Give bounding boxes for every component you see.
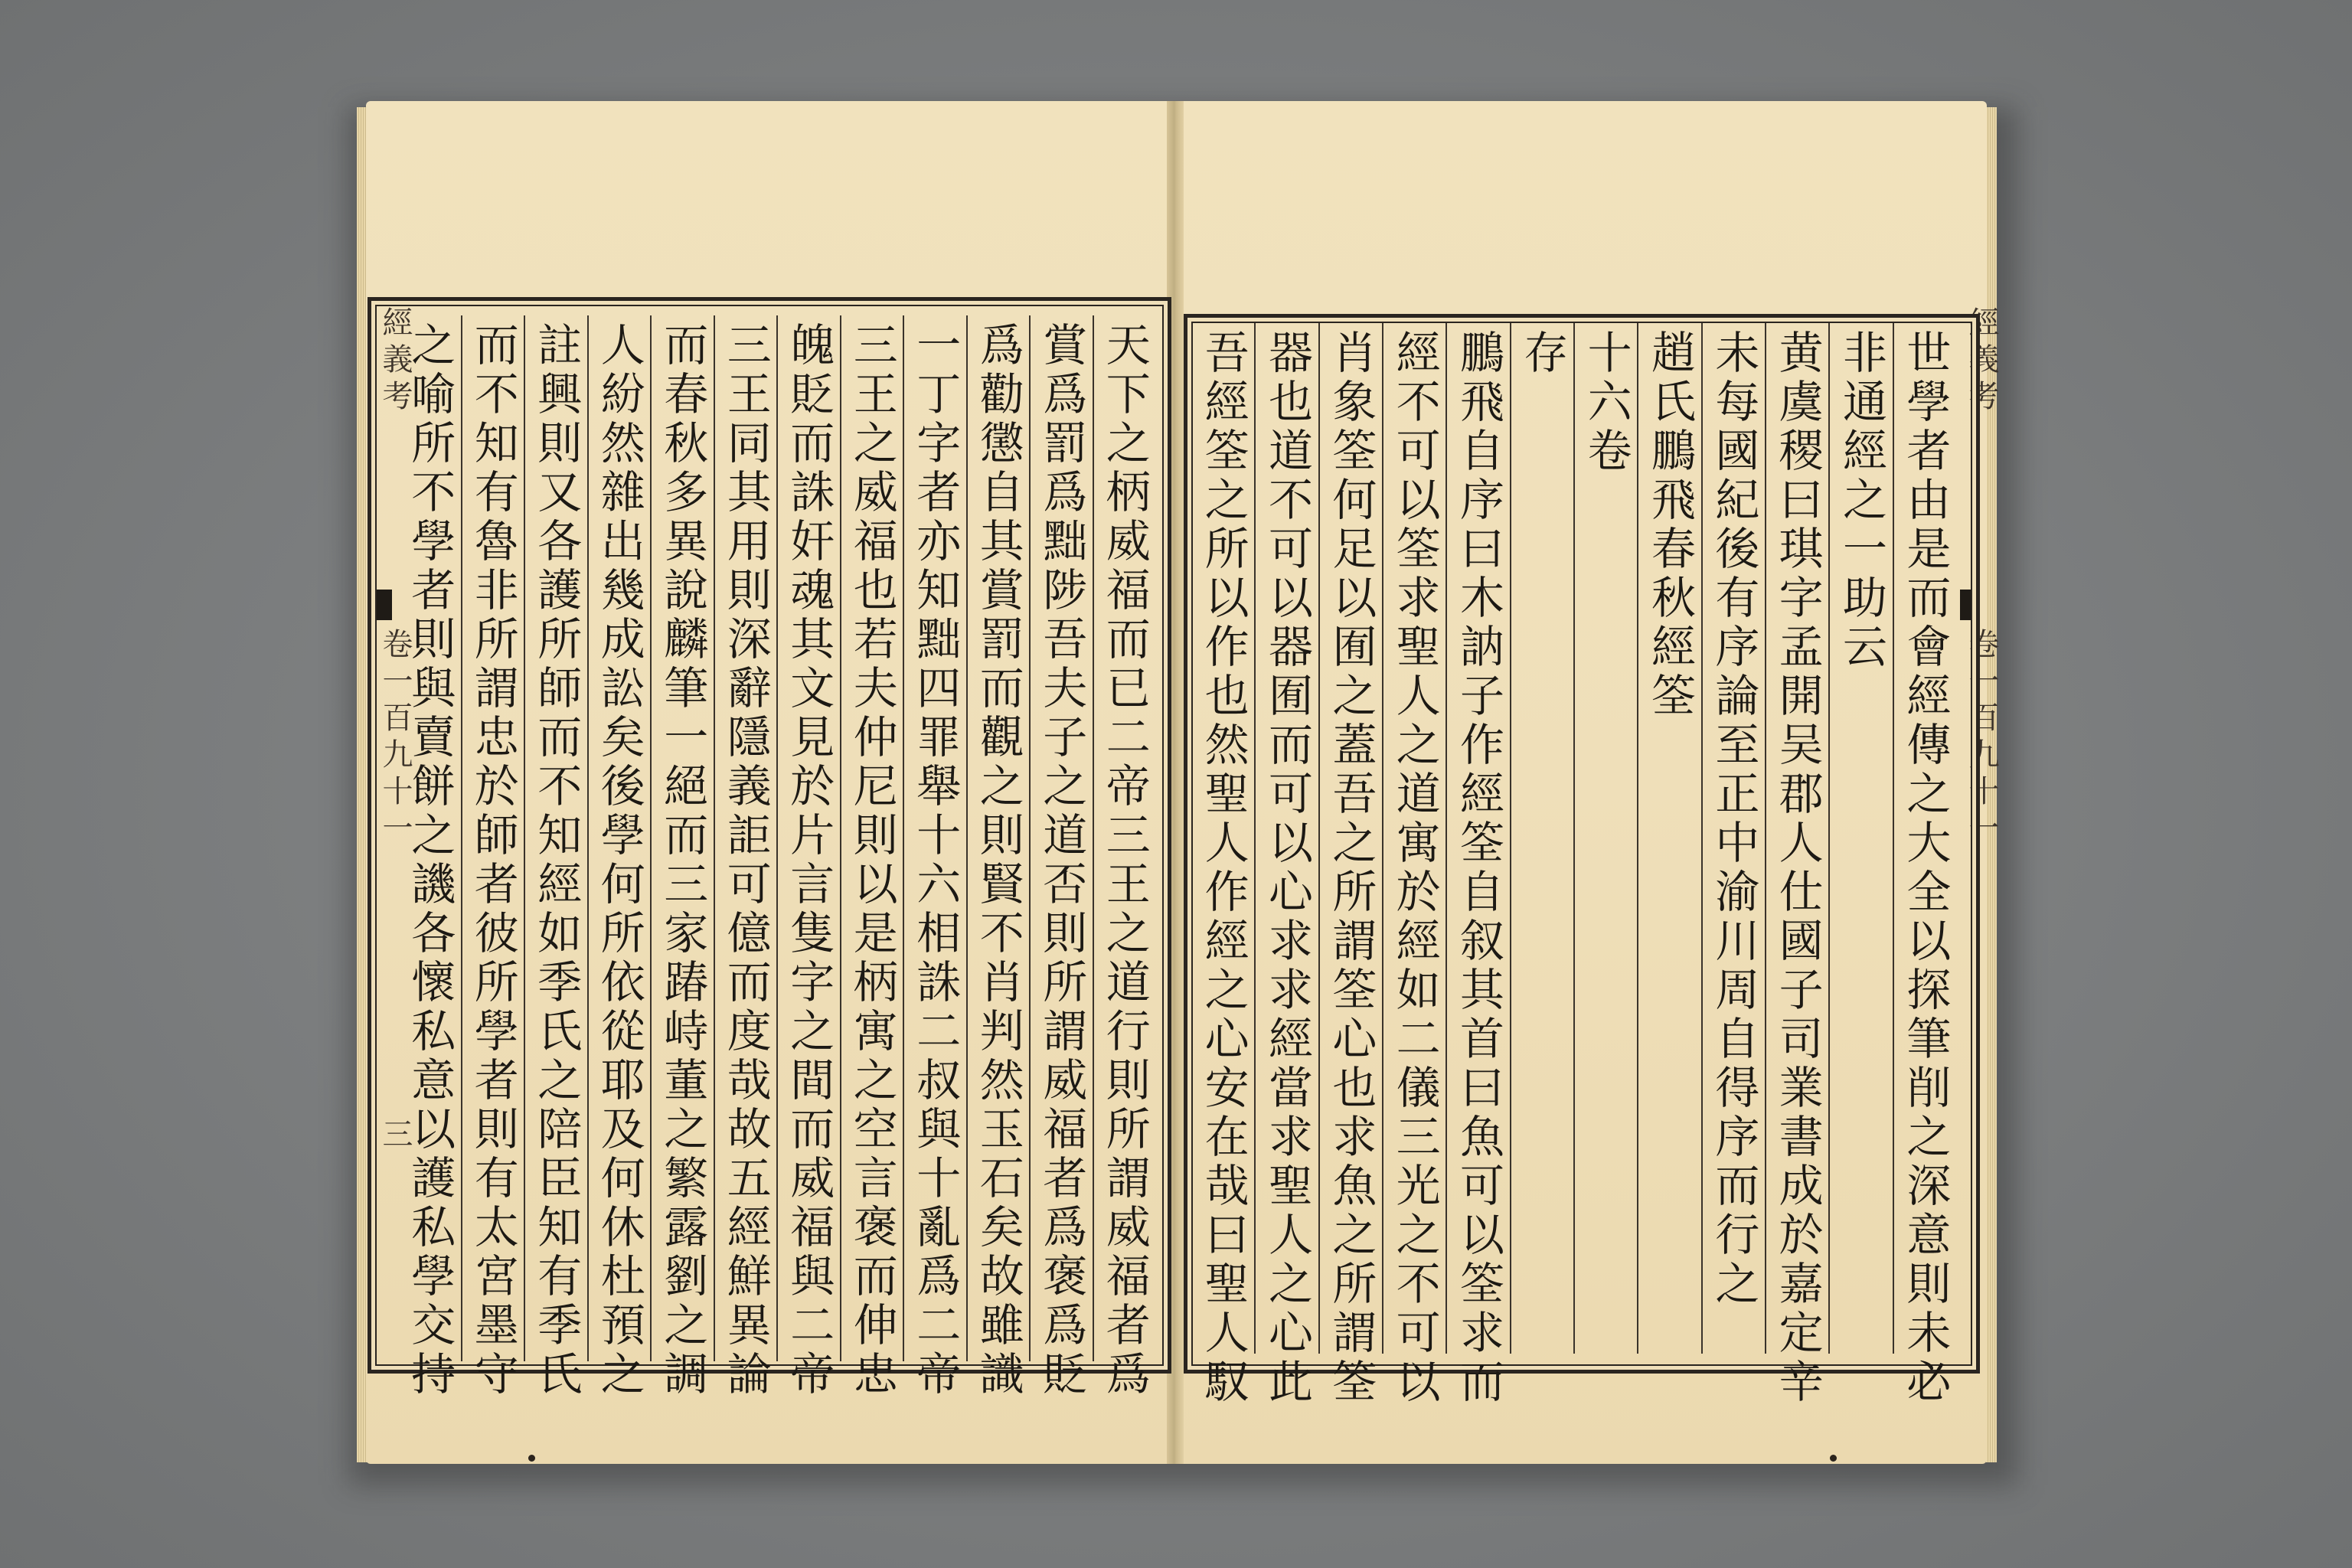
text-column: 人紛然雜出幾成訟矣後學何所依從耶及何休杜預之 — [593, 322, 645, 1400]
text-column: 一丁字者亦知黜四罪舉十六相誅二叔與十亂爲二帝 — [909, 322, 962, 1400]
text-column: 三王之威福也若夫仲尼則以是柄寓之空言褒而伸忠 — [845, 322, 898, 1400]
text-column: 世學者由是而會經傳之大全以探筆削之深意則未必 — [1899, 329, 1952, 1407]
text-column: 肖象筌何足以囿之蓋吾之所謂筌心也求魚之所謂筌 — [1325, 329, 1377, 1407]
column-rule — [1637, 323, 1638, 1354]
text-column: 經不可以筌求聖人之道寓於經如二儀三光之不可以 — [1388, 329, 1441, 1407]
text-column: 之喻所不學者則與賣餅之譏各懷私意以護私學交持 — [403, 322, 456, 1400]
left-margin-title: 經義考 — [377, 306, 413, 416]
text-column: 賞爲罰爲黜陟吾夫子之道否則所謂威福者爲褒爲貶 — [1035, 322, 1088, 1400]
text-column: 爲勸懲自其賞罰而觀之則賢不肖判然玉石矣故雖識 — [972, 322, 1024, 1400]
text-column: 而春秋多異說麟筆一絕而三家踳峙董之繁露劉之調 — [656, 322, 709, 1400]
text-column: 魄貶而誅奸魂其文見於片言隻字之間而威福與二帝 — [782, 322, 835, 1400]
text-column: 存 — [1516, 329, 1569, 378]
text-column: 趙氏鵬飛春秋經筌 — [1644, 329, 1696, 721]
text-column: 而不知有魯非所謂忠於師者彼所學者則有太宮墨守 — [466, 322, 519, 1400]
text-column: 吾經筌之所以作也然聖人作經之心安在哉曰聖人馭 — [1197, 329, 1250, 1407]
text-column: 鵬飛自序曰木訥子作經筌自叙其首曰魚可以筌求而 — [1452, 329, 1504, 1407]
text-column: 十六卷 — [1579, 329, 1632, 476]
text-column: 未每國紀後有序論至正中渝川周自得序而行之 — [1707, 329, 1760, 1309]
left-margin-volume: 卷一百九十一 — [377, 628, 413, 848]
left-margin-page: 三 — [377, 1118, 413, 1155]
text-column: 非通經之一助云 — [1835, 329, 1887, 672]
text-column: 器也道不可以器囿而可以心求求經當求聖人之心此 — [1261, 329, 1313, 1407]
text-column: 黄虞稷曰琪字孟開吴郡人仕國子司業書成於嘉定辛 — [1771, 329, 1824, 1407]
text-column: 註興則又各護所師而不知經如季氏之陪臣知有季氏 — [530, 322, 583, 1400]
right-margin-title: 經義考 — [1964, 306, 1999, 416]
left-text-block — [398, 322, 1156, 1400]
page-mark — [528, 1455, 535, 1462]
text-column: 天下之柄威福而已二帝三王之道行則所謂威福者爲 — [1098, 322, 1151, 1400]
page-mark — [1830, 1455, 1837, 1462]
text-column: 三王同其用則深辭隱義詎可億而度哉故五經鮮異論 — [719, 322, 772, 1400]
right-text-block — [1191, 329, 1957, 1407]
column-rule — [1573, 323, 1575, 1354]
right-margin-volume: 卷一百九十一 — [1964, 628, 1999, 848]
